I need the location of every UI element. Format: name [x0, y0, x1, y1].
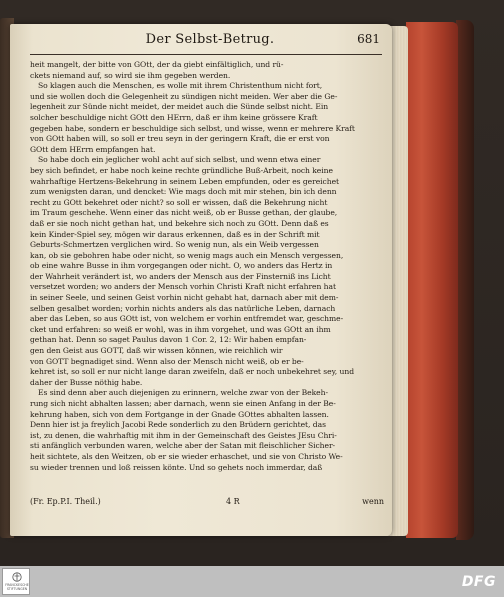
text-line: gen den Geist aus GOTT, daß wir wissen können, wie reichlich wir [30, 346, 283, 356]
text-line: kan, ob sie gebohren habe oder nicht, so wenig mags auch ein Mensch vergessen, [30, 250, 344, 260]
library-emblem-icon [12, 572, 22, 582]
text-line: cket und erfahren: so weiß er wohl, was in ihm vorgehet, und was GOtt an ihm [30, 324, 331, 334]
text-line: daher der Busse nöthig habe. [30, 377, 143, 387]
text-line: aber das Leben, so aus GOtt ist, von welchem er vorhin entfremdet war, geschme- [30, 314, 344, 324]
library-logo[interactable] [2, 568, 30, 595]
text-line: versetzet worden; wo anders der Mensch vorhin Christi Kraft nicht erfahren hat [30, 282, 337, 292]
text-line: von GOtt haben will, so soll er treu seyn in der geringern Kraft, die er erst von [30, 134, 330, 144]
text-line: von GOTT begnadiget sind. Wenn also der Mensch nicht weiß, ob er be- [30, 356, 304, 366]
page-header [30, 32, 382, 55]
text-line: selben gesalbet worden; vorhin nichts anders als das natürliche Leben, darnach [30, 303, 336, 313]
text-line: heit sichtete, als den Weitzen, ob er sie wieder erhaschet, und sie von Christo We- [30, 451, 343, 461]
body-text [30, 60, 384, 472]
catchword: wenn [362, 497, 384, 506]
text-line: solcher beschuldige nicht GOtt den HErrn, daß er ihm keine grössere Kraft [30, 112, 318, 122]
text-line: wahrhaftige Hertzens-Bekehrung in seinem Leben empfunden, oder es gereichet [30, 176, 340, 186]
text-line: GOtt dem HErrn empfangen hat. [30, 144, 156, 154]
text-line: rung sich nicht abhalten lassen; aber darnach, wenn sie einen Anfang in der Be- [30, 399, 336, 408]
text-line: kein Kinder-Spiel sey, mögen wir daraus erkennen, daß es in der Schrift mit [30, 229, 320, 239]
text-line: recht zu GOtt bekehret oder nicht? so soll er wissen, daß die Bekehrung nicht [30, 197, 328, 207]
text-line: Es sind denn aber auch diejenigen zu erinnern, welche zwar von der Bekeh- [38, 388, 328, 398]
text-line: ist, zu denen, die wahrhaftig mit ihm in der Gemeinschaft des Geistes JEsu Chri- [30, 430, 337, 440]
sheet-mark: 4 R [226, 497, 240, 506]
text-line: kehrung haben, sich von dem Fortgange in der Gnade GOttes abhalten lassen. [30, 409, 329, 419]
text-line: und sie wollen doch die Gelegenheit zu sündigen nicht meiden. Wer aber die Ge- [30, 91, 338, 101]
text-line: in seiner Seele, und seinen Geist vorhin nicht gehabt hat, darnach aber mit dem- [30, 293, 339, 303]
signature-line: (Fr. Ep.P.I. Theil.) [30, 497, 101, 506]
text-line: Geburts-Schmertzen verglichen wird. So wenig nun, als ein Weib vergessen [30, 240, 319, 250]
text-line: So habe doch ein jeglicher wohl acht auf sich selbst, und wenn etwa einer [38, 155, 321, 165]
book-cover-back [456, 20, 474, 540]
running-title: Der Selbst-Betrug. [145, 32, 275, 47]
text-line: kehret ist, so soll er nur nicht lange daran zweifeln, daß er noch unbekehret sey, und [30, 367, 355, 377]
text-line: sti anfänglich verbunden waren, welche aber der Satan mit fleischlicher Sicher- [30, 441, 336, 451]
text-line: ckets niemand auf, so wird sie ihm gegeben werden. [30, 70, 231, 80]
page-number: 681 [357, 32, 380, 46]
text-line: der Wahrheit verändert ist, wo anders der Mensch aus der Finsterniß ins Licht [30, 271, 331, 281]
text-line: heit mangelt, der bitte von GOtt, der da giebt einfältiglich, und rü- [30, 60, 284, 69]
text-line: bey sich befindet, er habe noch keine rechte gründliche Buß-Arbeit, noch keine [30, 165, 333, 175]
library-logo-text: FRANCKESCHE STIFTUNGEN [5, 583, 29, 591]
text-line: daß er sie noch nicht gethan hat, und bekehre sich noch zu GOtt. Denn daß es [30, 218, 329, 228]
dfg-logo[interactable]: DFG [461, 574, 496, 590]
text-line: gethan hat. Denn so saget Paulus davon 1 Cor. 2, 12: Wir haben empfan- [30, 335, 307, 345]
page-footer [30, 497, 384, 511]
text-line: legenheit zur Sünde nicht meidet, der meidet auch die Sünde selbst nicht. Ein [30, 102, 329, 112]
text-line: Denn hier ist ja freylich Jacobi Rede sonderlich zu den Brüdern gerichtet, das [30, 420, 326, 430]
text-line: su wieder trennen und loß reissen könte. Und so gehets noch immerdar, daß [30, 462, 323, 472]
text-line: ob eine wahre Busse in ihm vorgegangen oder nicht. O, wo anders das Hertz in [30, 261, 333, 271]
book-page-edge-red [406, 22, 458, 538]
viewer-bottom-bar [0, 566, 504, 597]
text-line: zum wenigsten daran, und dencket: Wie mags doch mit mir stehen, bin ich denn [30, 187, 337, 197]
text-line: So klagen auch die Menschen, es wolle mit ihrem Christenthum nicht fort, [38, 81, 323, 91]
text-line: im Traum geschehe. Wenn einer das nicht weiß, ob er Busse gethan, der glaube, [30, 208, 338, 218]
text-line: gegeben habe, sondern er beschuldige sich selbst, und wisse, wenn er mehrere Kraft [30, 123, 355, 133]
